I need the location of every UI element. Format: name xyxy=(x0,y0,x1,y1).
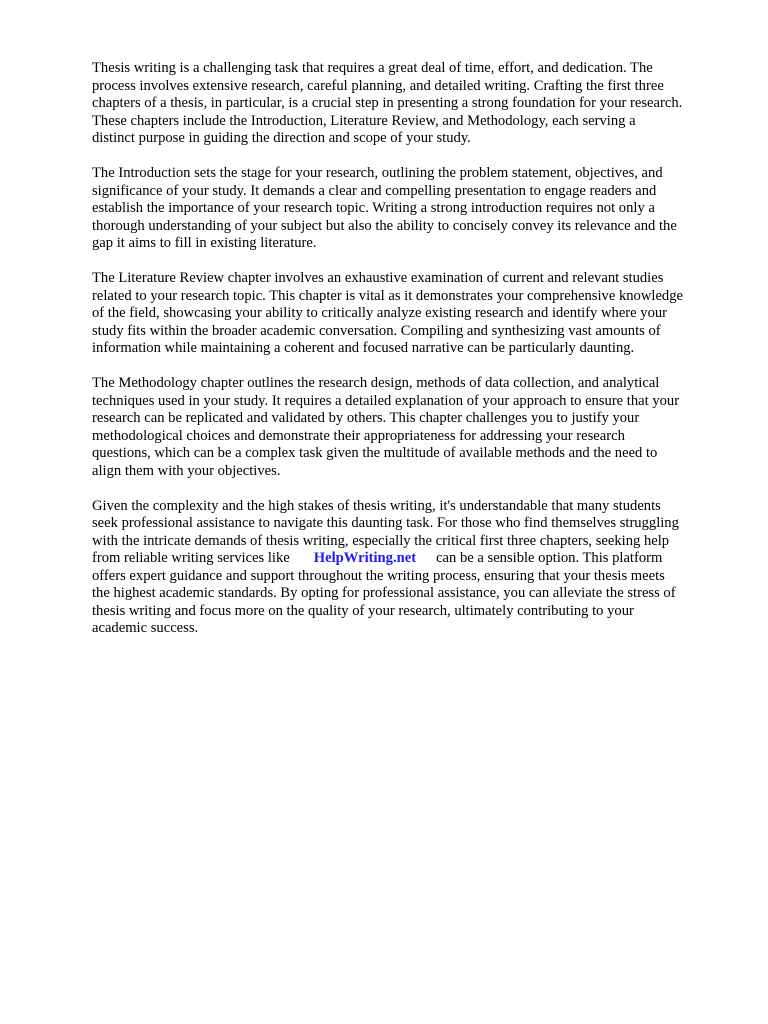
text-line: the highest academic standards. By opting for professional assistance, you can alleviate the stress of xyxy=(92,585,676,601)
text-line: Given the complexity and the high stakes of thesis writing, it's understandable that many students xyxy=(92,497,661,514)
paragraph-assistance xyxy=(92,498,724,638)
text-line: study fits within the broader academic conversation. Compiling and synthesizing vast amounts of xyxy=(92,322,661,339)
text-line: techniques used in your study. It requires a detailed explanation of your approach to ensure that your xyxy=(92,392,680,409)
text-line: gap it aims to fill in existing literature. xyxy=(92,235,317,251)
text-line: These chapters include the Introduction, Literature Review, and Methodology, each serving a xyxy=(92,112,636,129)
text-line: offers expert guidance and support throughout the writing process, ensuring that your thesis meets xyxy=(92,567,665,584)
text-line: The Methodology chapter outlines the research design, methods of data collection, and analytical xyxy=(92,375,660,391)
document-page xyxy=(92,60,724,655)
text-line: research can be replicated and validated by others. This chapter challenges you to justify your xyxy=(92,410,640,426)
link-line-suffix: can be a sensible option. This platform xyxy=(436,550,663,566)
text-line: distinct purpose in guiding the direction and scope of your study. xyxy=(92,130,471,146)
text-line: academic success. xyxy=(92,620,199,636)
paragraph-intro xyxy=(92,60,724,148)
text-line: questions, which can be a complex task given the multitude of available methods and the need to xyxy=(92,445,658,461)
text-line: related to your research topic. This chapter is vital as it demonstrates your comprehensive knowledge xyxy=(92,287,683,304)
text-line: align them with your objectives. xyxy=(92,462,281,479)
text-line: significance of your study. It demands a clear and compelling presentation to engage readers and xyxy=(92,182,657,199)
text-line: with the intricate demands of thesis writing, especially the critical first three chapters, seeking help xyxy=(92,532,670,549)
text-line: establish the importance of your research topic. Writing a strong introduction requires not only a xyxy=(92,200,655,216)
link-line-prefix: from reliable writing services like xyxy=(92,550,290,566)
text-line: Thesis writing is a challenging task that requires a great deal of time, effort, and dedication. The xyxy=(92,60,653,76)
text-line: process involves extensive research, careful planning, and detailed writing. Crafting the first three xyxy=(92,77,664,94)
text-line: methodological choices and demonstrate their appropriateness for addressing your research xyxy=(92,427,625,444)
text-line: chapters of a thesis, in particular, is a crucial step in presenting a strong foundation for your research. xyxy=(92,95,683,111)
text-line: information while maintaining a coherent and focused narrative can be particularly daunting. xyxy=(92,340,635,356)
paragraph-introduction-chapter xyxy=(92,165,724,253)
text-line: seek professional assistance to navigate this daunting task. For those who find themselves struggling xyxy=(92,515,679,531)
text-line: The Literature Review chapter involves an exhaustive examination of current and relevant studies xyxy=(92,270,664,286)
text-line: of the field, showcasing your ability to critically analyze existing research and identify where your xyxy=(92,305,668,321)
helpwriting-link[interactable]: HelpWriting.net xyxy=(313,550,417,566)
text-line: thesis writing and focus more on the quality of your research, ultimately contributing to your xyxy=(92,602,634,619)
text-line: thorough understanding of your subject but also the ability to concisely convey its relevance and the xyxy=(92,217,677,234)
paragraph-methodology xyxy=(92,375,724,480)
text-line: The Introduction sets the stage for your research, outlining the problem statement, objectives, and xyxy=(92,165,663,181)
text-line-with-link xyxy=(92,550,724,568)
paragraph-literature-review xyxy=(92,270,724,358)
